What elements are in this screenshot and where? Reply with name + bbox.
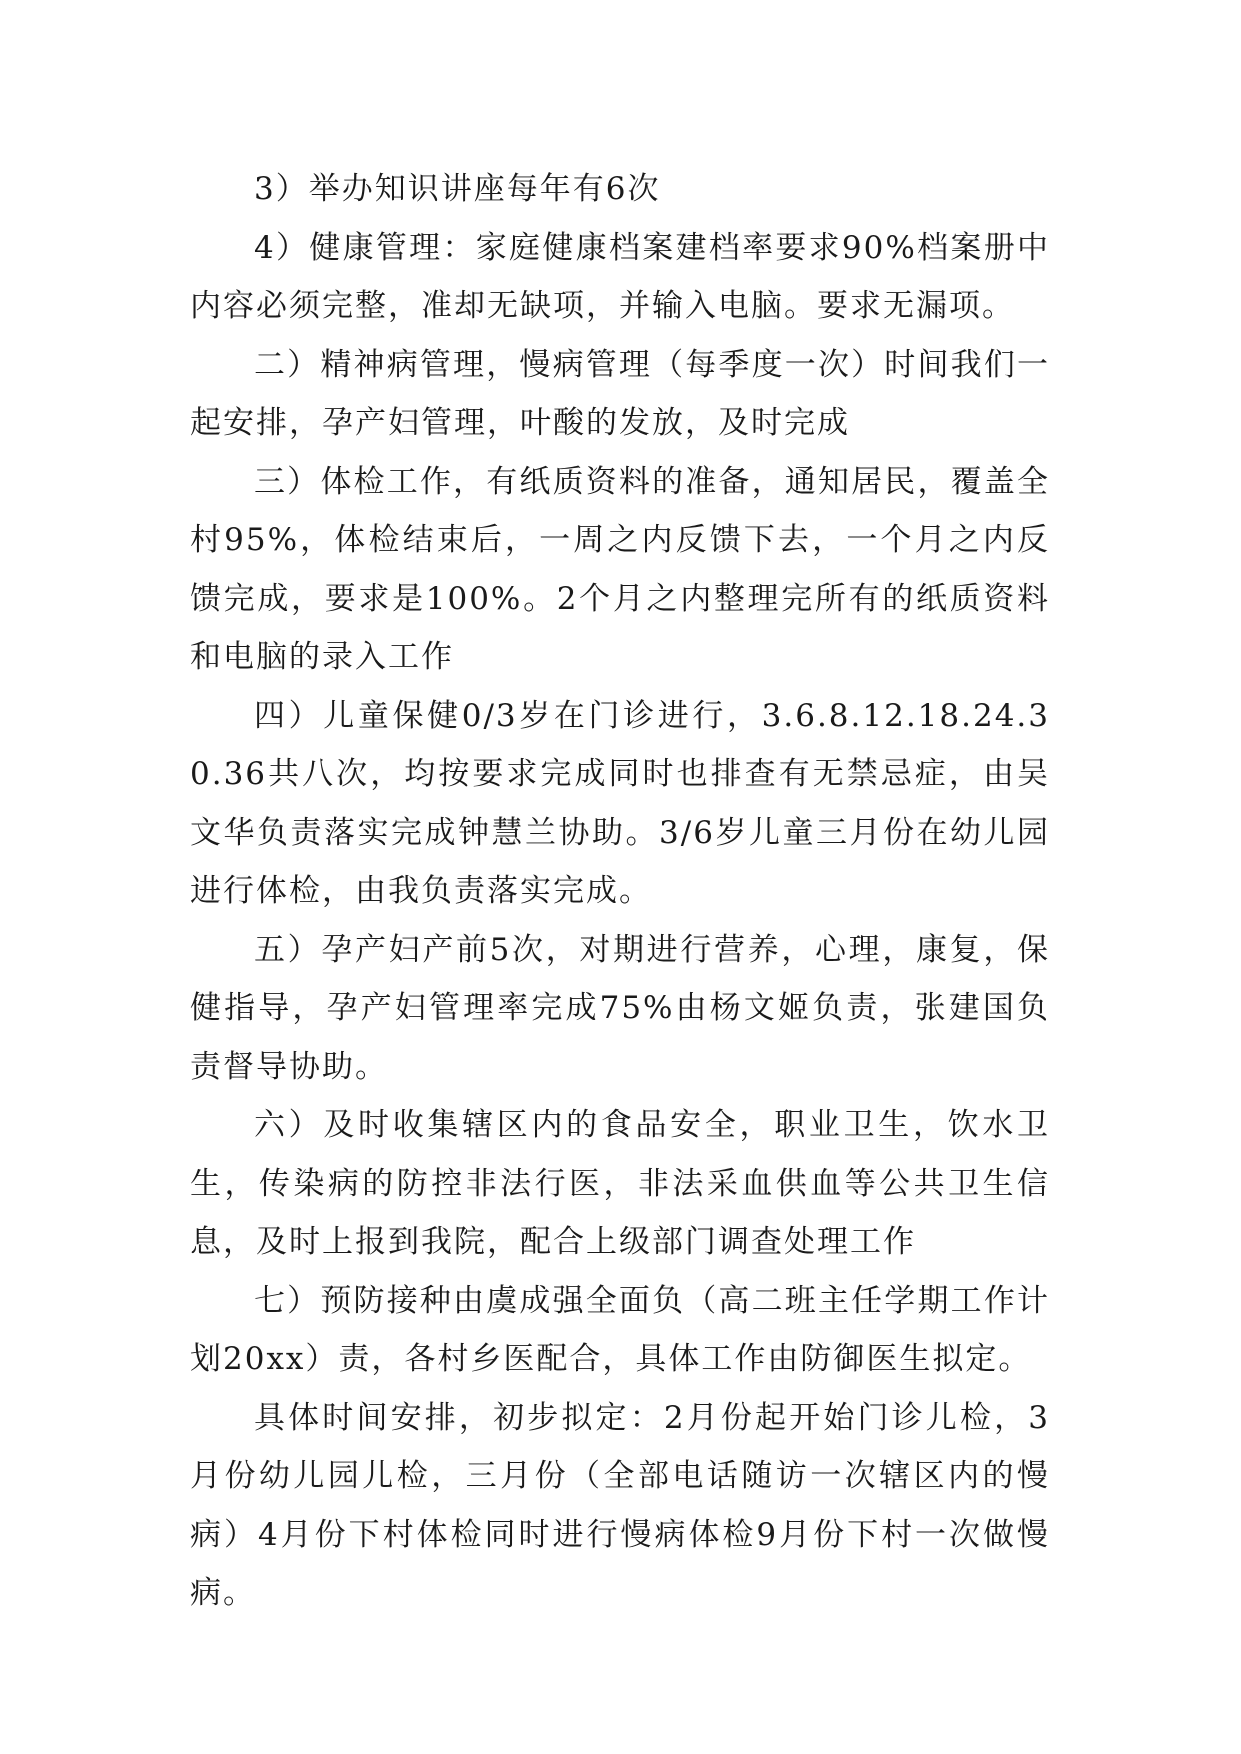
paragraph-physical-exam: 三）体检工作，有纸质资料的准备，通知居民，覆盖全村95%，体检结束后，一周之内反馈下去，一个月之内反馈完成，要求是100%。2个月之内整理完所有的纸质资料和电脑的录入工作 <box>190 463 1050 675</box>
paragraph-health-management: 4）健康管理：家庭健康档案建档率要求90%档案册中内容必须完整，准却无缺项，并输入电脑。要求无漏项。 <box>190 229 1050 324</box>
paragraph-mental-illness-management: 二）精神病管理，慢病管理（每季度一次）时间我们一起安排，孕产妇管理，叶酸的发放，及时完成 <box>190 346 1050 441</box>
paragraph-child-health: 四）儿童保健0/3岁在门诊进行，3.6.8.12.18.24.30.36共八次，均按要求完成同时也排查有无禁忌症，由吴文华负责落实完成钟慧兰协助。3/6岁儿童三月份在幼儿园进行体检，由我负责落实完成。 <box>190 697 1050 909</box>
paragraph-public-health-info: 六）及时收集辖区内的食品安全，职业卫生，饮水卫生，传染病的防控非法行医，非法采血供血等公共卫生信息，及时上报到我院，配合上级部门调查处理工作 <box>190 1107 1050 1260</box>
paragraph-maternal-care: 五）孕产妇产前5次，对期进行营养，心理，康复，保健指导，孕产妇管理率完成75%由杨文姬负责，张建国负责督导协助。 <box>190 931 1050 1085</box>
paragraph-vaccination: 七）预防接种由虞成强全面负（高二班主任学期工作计划20xx）责，各村乡医配合，具体工作由防御医生拟定。 <box>190 1282 1050 1377</box>
paragraph-schedule: 具体时间安排，初步拟定：2月份起开始门诊儿检，3月份幼儿园儿检，三月份（全部电话随访一次辖区内的慢病）4月份下村体检同时进行慢病体检9月份下村一次做慢病。 <box>190 1399 1050 1611</box>
document-body <box>190 160 1050 1623</box>
paragraph-lectures: 3）举办知识讲座每年有6次 <box>254 171 661 207</box>
